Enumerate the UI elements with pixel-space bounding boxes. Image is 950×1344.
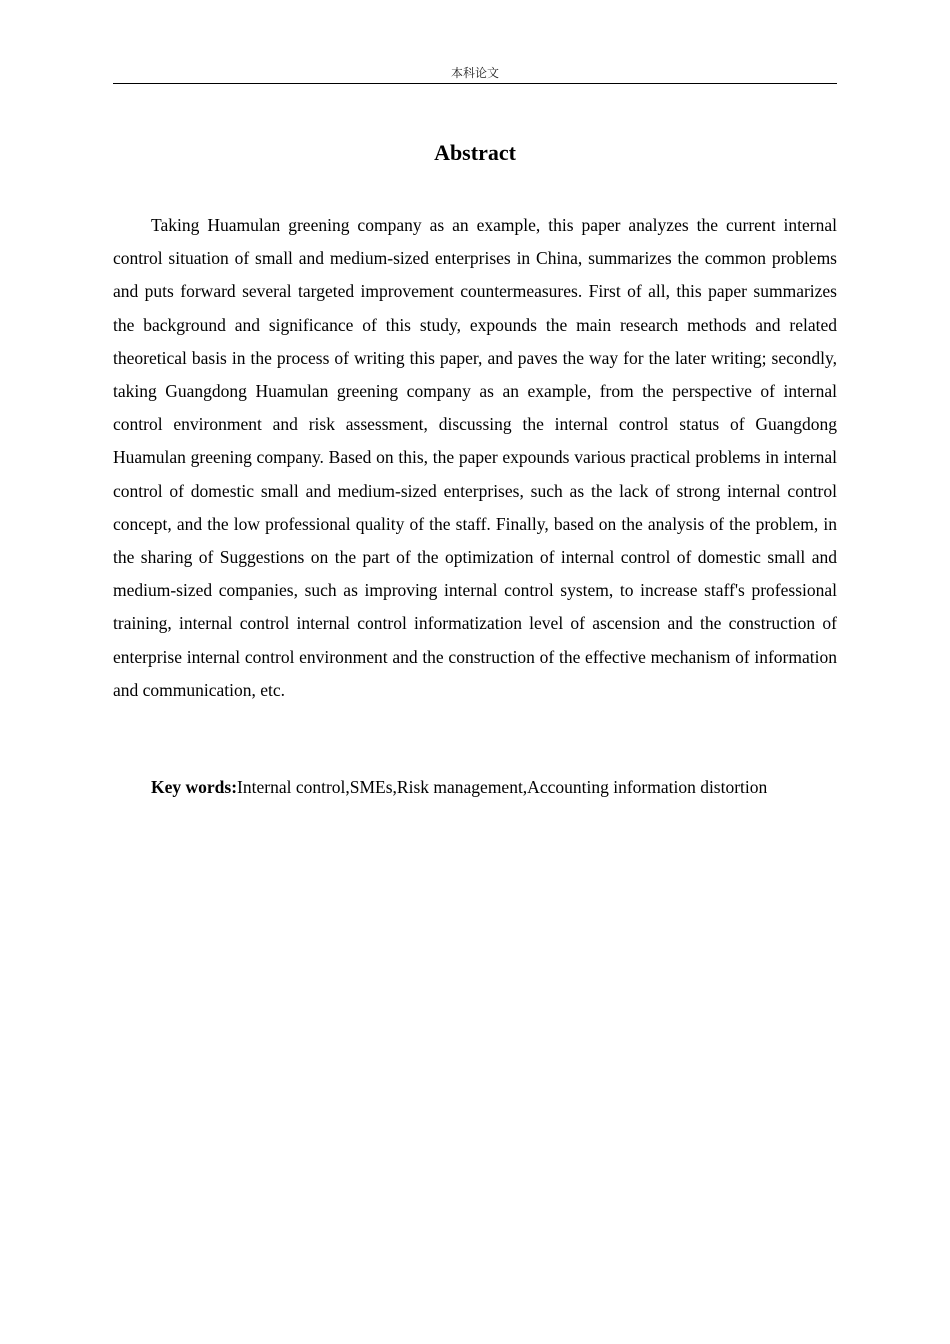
- abstract-body: Taking Huamulan greening company as an example, this paper analyzes the current internal control situation of small and medium-sized enterprises in China, summarizes the common problems and puts forward several targeted improvement countermeasures. First of all, this paper summarizes the background and significance of this study, expounds the main research methods and related theoretical basis in the process of writing this paper, and paves the way for the later writing; secondly, taking Guangdong Huamulan greening company as an example, from the perspective of internal control environment and risk assessment, discussing the internal control status of Guangdong Huamulan greening company. Based on this, the paper expounds various practical problems in internal control of domestic small and medium-sized enterprises, such as the lack of strong internal control concept, and the low professional quality of the staff. Finally, based on the analysis of the problem, in the sharing of Suggestions on the part of the optimization of internal control of domestic small and medium-sized companies, such as improving internal control system, to increase staff's professional training, internal control internal control informatization level of ascension and the construction of enterprise internal control environment and the construction of the effective mechanism of information and communication, etc.: [113, 215, 837, 700]
- keywords-value: Internal control,SMEs,Risk management,Accounting information distortion: [237, 777, 768, 797]
- abstract-title: Abstract: [434, 140, 516, 165]
- keywords-line: [113, 771, 837, 804]
- page-header: [113, 64, 837, 84]
- running-title: 本科论文: [450, 66, 499, 80]
- keywords-label: Key words:: [151, 777, 238, 797]
